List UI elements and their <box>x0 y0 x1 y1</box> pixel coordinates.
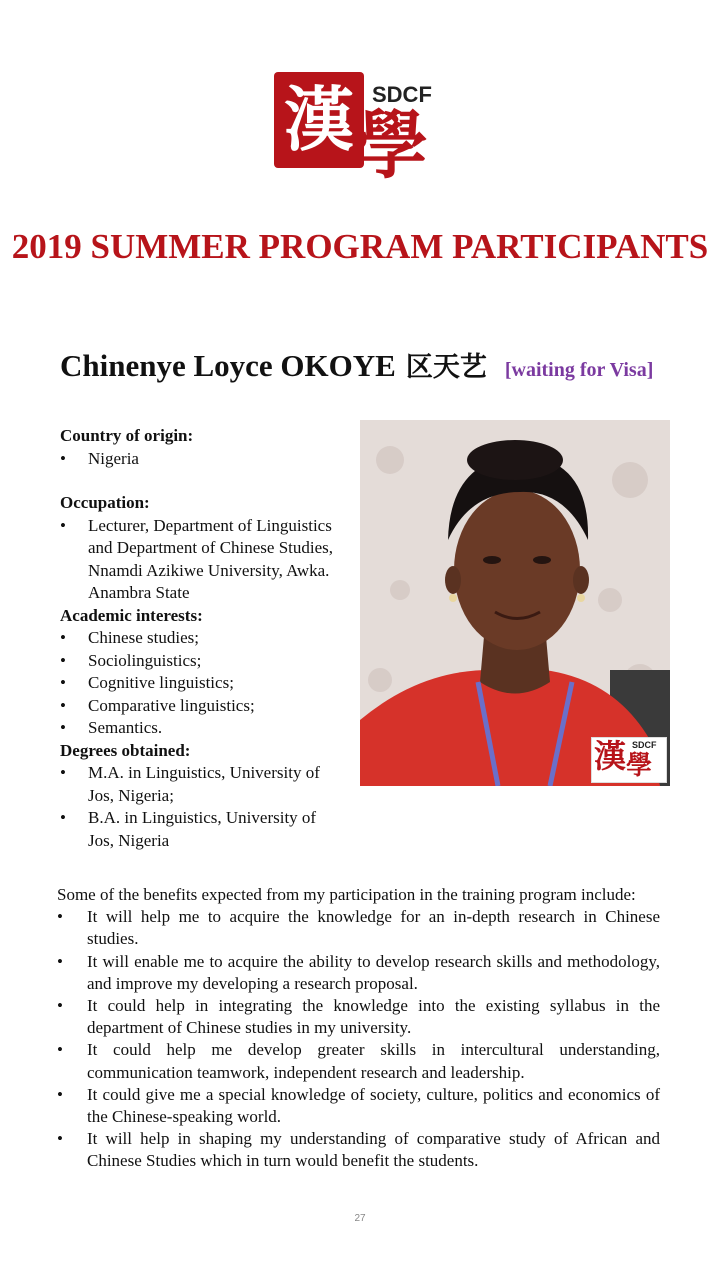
logo-stamp <box>274 72 364 168</box>
participant-chinese-name: 区天艺 <box>405 352 487 383</box>
degree-item: • B.A. in Linguistics, University of Jos, Nigeria <box>60 807 335 852</box>
country-heading: Country of origin: <box>60 426 194 445</box>
occupation-heading: Occupation: <box>60 493 150 512</box>
watermark-glyph-xue: 學 <box>626 751 653 781</box>
benefit-item: • It could help in integrating the knowledge into the existing syllabus in the department of Chinese studies in my university. <box>57 995 660 1039</box>
benefits-section <box>57 884 660 1173</box>
logo-glyph-xue: 學 <box>354 103 428 189</box>
benefits-intro: Some of the benefits expected from my participation in the training program include: <box>57 885 636 904</box>
interest-item: • Chinese studies; <box>60 627 335 650</box>
photo-watermark-logo <box>591 737 667 783</box>
degrees-heading: Degrees obtained: <box>60 740 191 760</box>
interests-heading: Academic interests: <box>60 605 203 625</box>
benefit-item: • It will help me to acquire the knowledge for an in-depth research in Chinese studies. <box>57 906 660 950</box>
benefit-item: • It could help me develop greater skills in intercultural understanding, communication teamwork, independent research and leadership. <box>57 1039 660 1083</box>
page-title: 2019 SUMMER PROGRAM PARTICIPANTS <box>11 227 709 266</box>
interest-item: • Cognitive linguistics; <box>60 672 335 695</box>
participant-name-line <box>60 345 653 384</box>
portrait-illustration <box>360 420 670 786</box>
interest-item: • Sociolinguistics; <box>60 650 335 673</box>
degree-item: • M.A. in Linguistics, University of Jos, Nigeria; <box>60 762 335 807</box>
interest-item: • Comparative linguistics; <box>60 695 335 718</box>
watermark-text: SDCF <box>632 740 657 750</box>
occupation-item: • Lecturer, Department of Linguistics and Department of Chinese Studies, Nnamdi Azikiwe University, Awka. Anambra State <box>60 515 335 605</box>
benefit-item: • It could give me a special knowledge of society, culture, politics and economics of the Chinese-speaking world. <box>57 1084 660 1128</box>
watermark-glyph-han: 漢 <box>594 737 627 775</box>
participant-details <box>60 425 335 852</box>
benefit-item: • It will enable me to acquire the ability to develop research skills and methodology, and improve my developing a research proposal. <box>57 951 660 995</box>
participant-name: Chinenye Loyce OKOYE <box>60 348 396 383</box>
logo-text: SDCF <box>372 82 432 107</box>
sdcf-logo <box>272 70 452 195</box>
country-item: • Nigeria <box>60 448 335 471</box>
page-number: 27 <box>354 1213 366 1224</box>
participant-photo <box>360 420 670 786</box>
benefit-item: • It will help in shaping my understanding of comparative study of African and Chinese Studies which in turn would benefit the students. <box>57 1128 660 1172</box>
visa-status: [waiting for Visa] <box>504 359 654 381</box>
interest-item: • Semantics. <box>60 717 335 740</box>
logo-glyph-han: 漢 <box>284 79 354 161</box>
